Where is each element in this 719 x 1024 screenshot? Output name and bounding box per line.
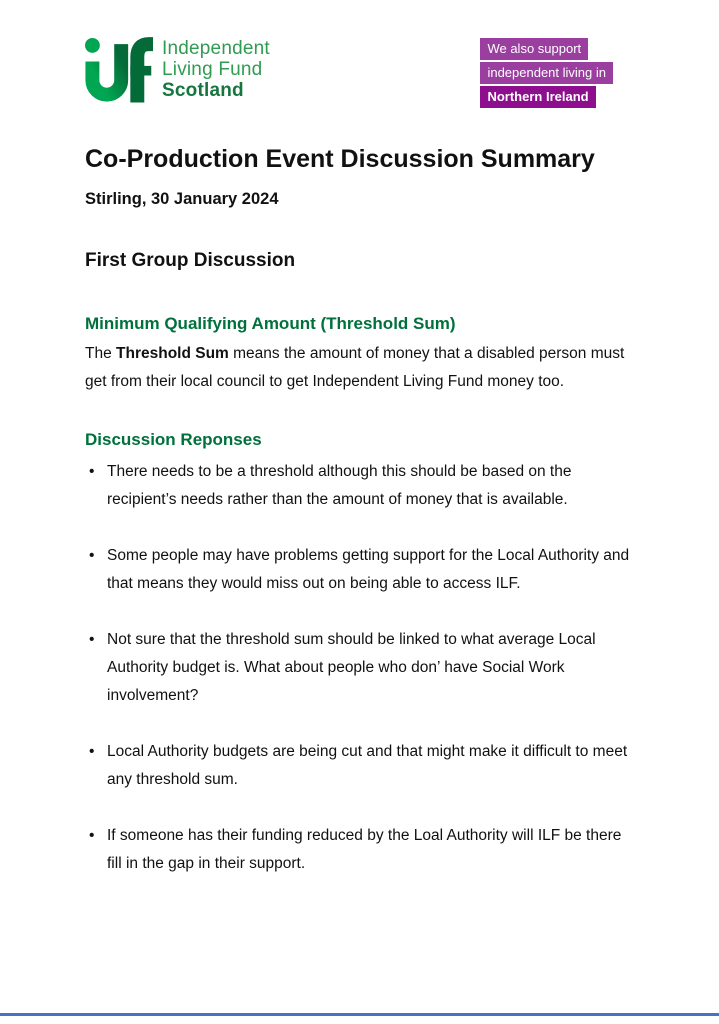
logo-line-1: Independent bbox=[162, 38, 270, 59]
badge-line-1: We also support bbox=[480, 38, 588, 60]
document-body bbox=[0, 143, 719, 878]
discussion-bullet-list bbox=[85, 458, 639, 878]
event-subtitle: Stirling, 30 January 2024 bbox=[85, 190, 279, 208]
section-heading: First Group Discussion bbox=[85, 250, 296, 271]
document-header bbox=[85, 35, 613, 109]
ilf-logo-mark bbox=[85, 37, 153, 107]
badge-line-2: independent living in bbox=[480, 62, 613, 84]
page-title: Co-Production Event Discussion Summary bbox=[85, 145, 595, 173]
bullet-item: • Some people may have problems getting support for the Local Authority and that means they would miss out on being able to access ILF. bbox=[85, 542, 639, 598]
threshold-sum-heading: Minimum Qualifying Amount (Threshold Sum) bbox=[85, 314, 456, 333]
intro-text-bold: Threshold Sum bbox=[116, 345, 229, 362]
intro-text-pre: The bbox=[85, 345, 117, 362]
bullet-item: • There needs to be a threshold although this should be based on the recipient’s needs rather than the amount of money that is available. bbox=[85, 458, 639, 514]
bullet-item: • Local Authority budgets are being cut and that might make it difficult to meet any threshold sum. bbox=[85, 738, 639, 794]
discussion-responses-heading: Discussion Reponses bbox=[85, 430, 262, 449]
intro-text-post: means the amount of money that a disabled person must get from their local council to get Independent Living Fund money too. bbox=[85, 345, 625, 390]
logo-text bbox=[162, 38, 270, 101]
intro-paragraph bbox=[85, 340, 629, 396]
badge-line-3: Northern Ireland bbox=[480, 86, 595, 108]
logo-line-2: Living Fund bbox=[162, 59, 263, 80]
ilf-scotland-logo bbox=[85, 35, 270, 107]
northern-ireland-badge bbox=[480, 38, 613, 108]
logo-line-3: Scotland bbox=[162, 80, 244, 101]
bottom-rule bbox=[0, 1013, 719, 1016]
bullet-item: • Not sure that the threshold sum should be linked to what average Local Authority budget is. What about people who don’ have Social Work involvement? bbox=[85, 626, 639, 710]
bullet-item: • If someone has their funding reduced by the Loal Authority will ILF be there fill in the gap in their support. bbox=[85, 822, 639, 878]
